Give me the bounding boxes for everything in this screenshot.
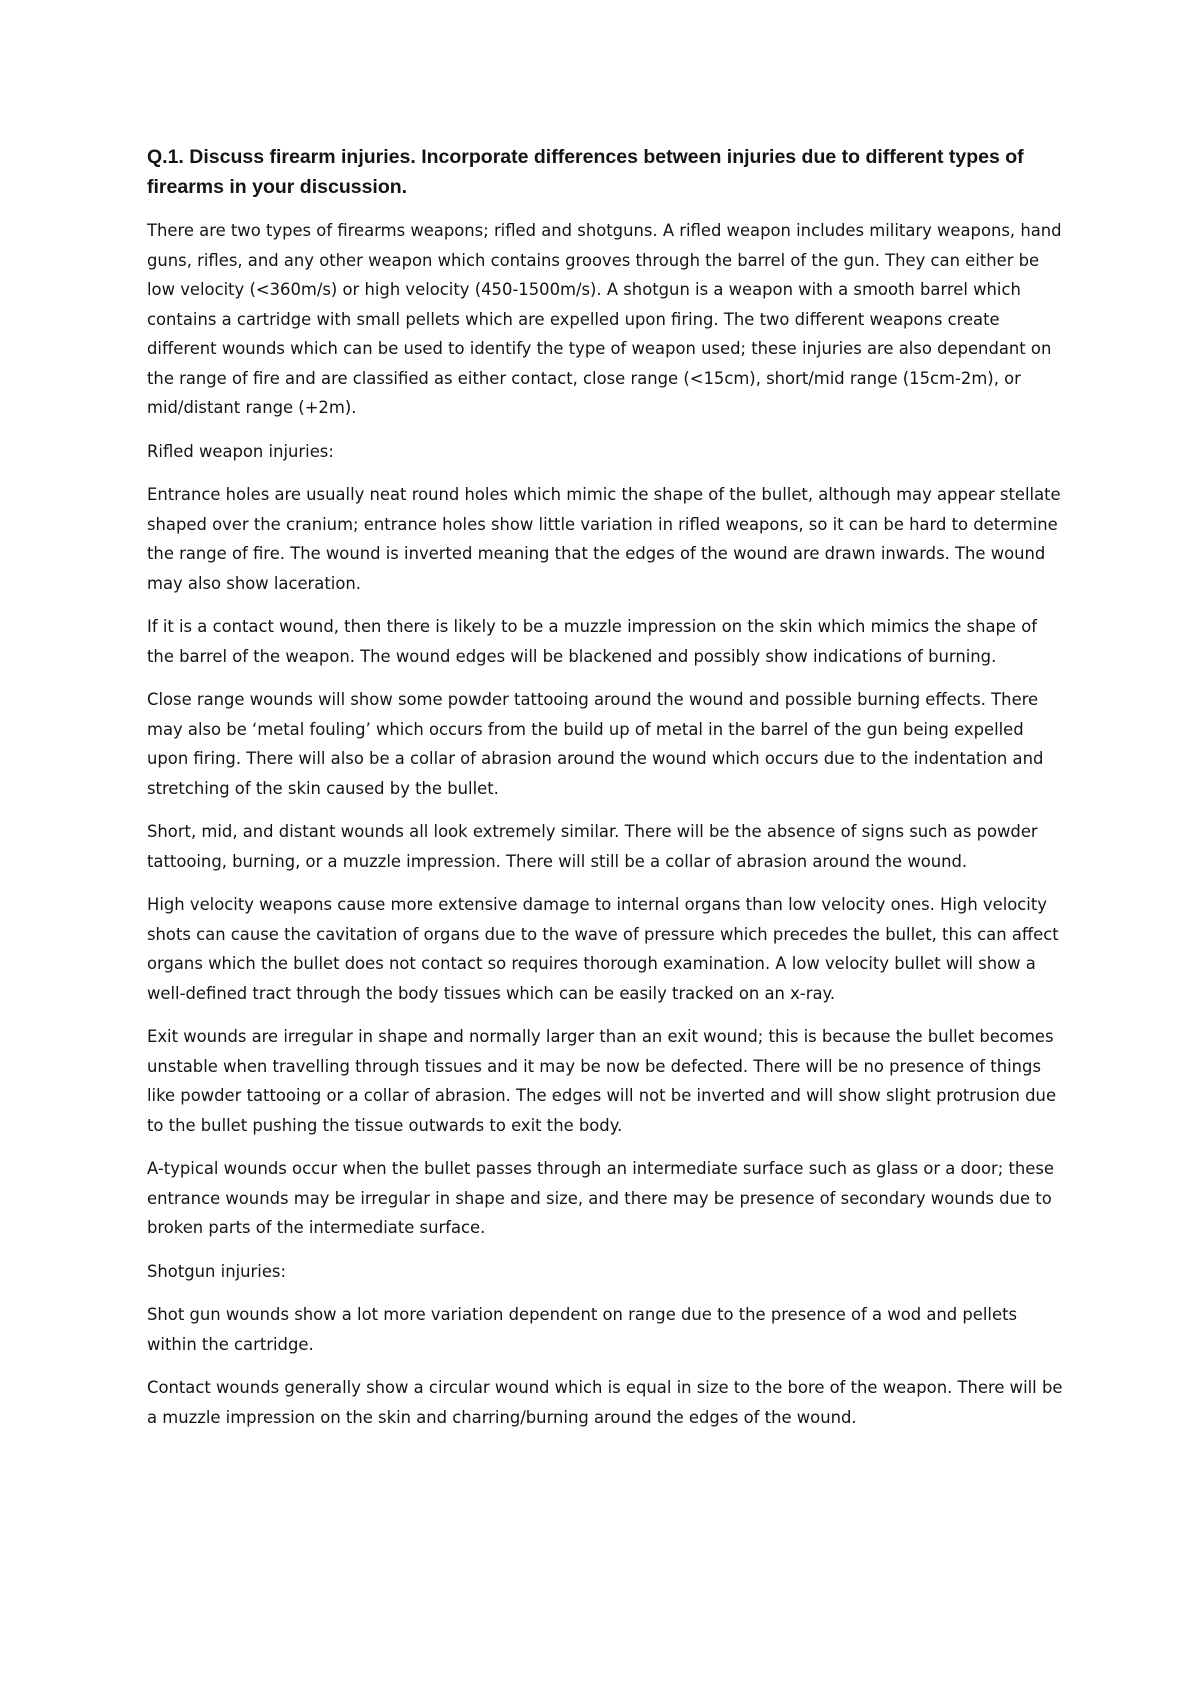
paragraph-shotgun-variation: Shot gun wounds show a lot more variation dependent on range due to the presence of a wod and pellets within the cartridge. (147, 1305, 1018, 1354)
paragraph-close-range: Close range wounds will show some powder tattooing around the wound and possible burning effects. There may also be ‘metal fouling’ which occurs from the build up of metal in the barrel of the gun being expelled upon firing. There will also be a collar of abrasion around the wound which occurs due to the indentation and stretching of the skin caused by the bullet. (147, 690, 1044, 798)
paragraph-shotgun-contact: Contact wounds generally show a circular wound which is equal in size to the bore of the weapon. There will be a muzzle impression on the skin and charring/burning around the edges of the wound. (147, 1378, 1063, 1427)
paragraph-atypical-wounds: A-typical wounds occur when the bullet passes through an intermediate surface such as glass or a door; these entrance wounds may be irregular in shape and size, and there may be presence of secondary wounds due to broken parts of the intermediate surface. (147, 1159, 1055, 1237)
subheading-rifled-weapon-injuries: Rifled weapon injuries: (147, 441, 334, 461)
paragraph-exit-wounds: Exit wounds are irregular in shape and normally larger than an exit wound; this is because the bullet becomes unstable when travelling through tissues and it may be now be defected. There will be no presence of things like powder tattooing or a collar of abrasion. The edges will not be inverted and will show slight protrusion due to the bullet pushing the tissue outwards to exit the body. (147, 1027, 1057, 1135)
paragraph-high-velocity: High velocity weapons cause more extensive damage to internal organs than low velocity ones. High velocity shots can cause the cavitation of organs due to the wave of pressure which precedes the bullet, this can affect organs which the bullet does not contact so requires thorough examination. A low velocity bullet will show a well-defined tract through the body tissues which can be easily tracked on an x-ray. (147, 895, 1059, 1003)
paragraph-contact-wound: If it is a contact wound, then there is likely to be a muzzle impression on the skin which mimics the shape of the barrel of the weapon. The wound edges will be blackened and possibly show indications of burning. (147, 617, 1038, 666)
paragraph-intro: There are two types of firearms weapons; rifled and shotguns. A rifled weapon includes military weapons, hand guns, rifles, and any other weapon which contains grooves through the barrel of the gun. They can either be low velocity (<360m/s) or high velocity (450-1500m/s). A shotgun is a weapon with a smooth barrel which contains a cartridge with small pellets which are expelled upon firing. The two different weapons create different wounds which can be used to identify the type of weapon used; these injuries are also dependant on the range of fire and are classified as either contact, close range (<15cm), short/mid range (15cm-2m), or mid/distant range (+2m). (147, 221, 1062, 417)
paragraph-short-mid-distant: Short, mid, and distant wounds all look extremely similar. There will be the absence of signs such as powder tattooing, burning, or a muzzle impression. There will still be a collar of abrasion around the wound. (147, 822, 1038, 871)
question-heading: Q.1. Discuss firearm injuries. Incorporate differences between injuries due to different types of firearms in your discussion. (147, 146, 1024, 198)
paragraph-entrance-holes: Entrance holes are usually neat round holes which mimic the shape of the bullet, although may appear stellate shaped over the cranium; entrance holes show little variation in rifled weapons, so it can be hard to determine the range of fire. The wound is inverted meaning that the edges of the wound are drawn inwards. The wound may also show laceration. (147, 485, 1061, 593)
subheading-shotgun-injuries: Shotgun injuries: (147, 1261, 286, 1281)
document-page (147, 142, 1067, 1446)
